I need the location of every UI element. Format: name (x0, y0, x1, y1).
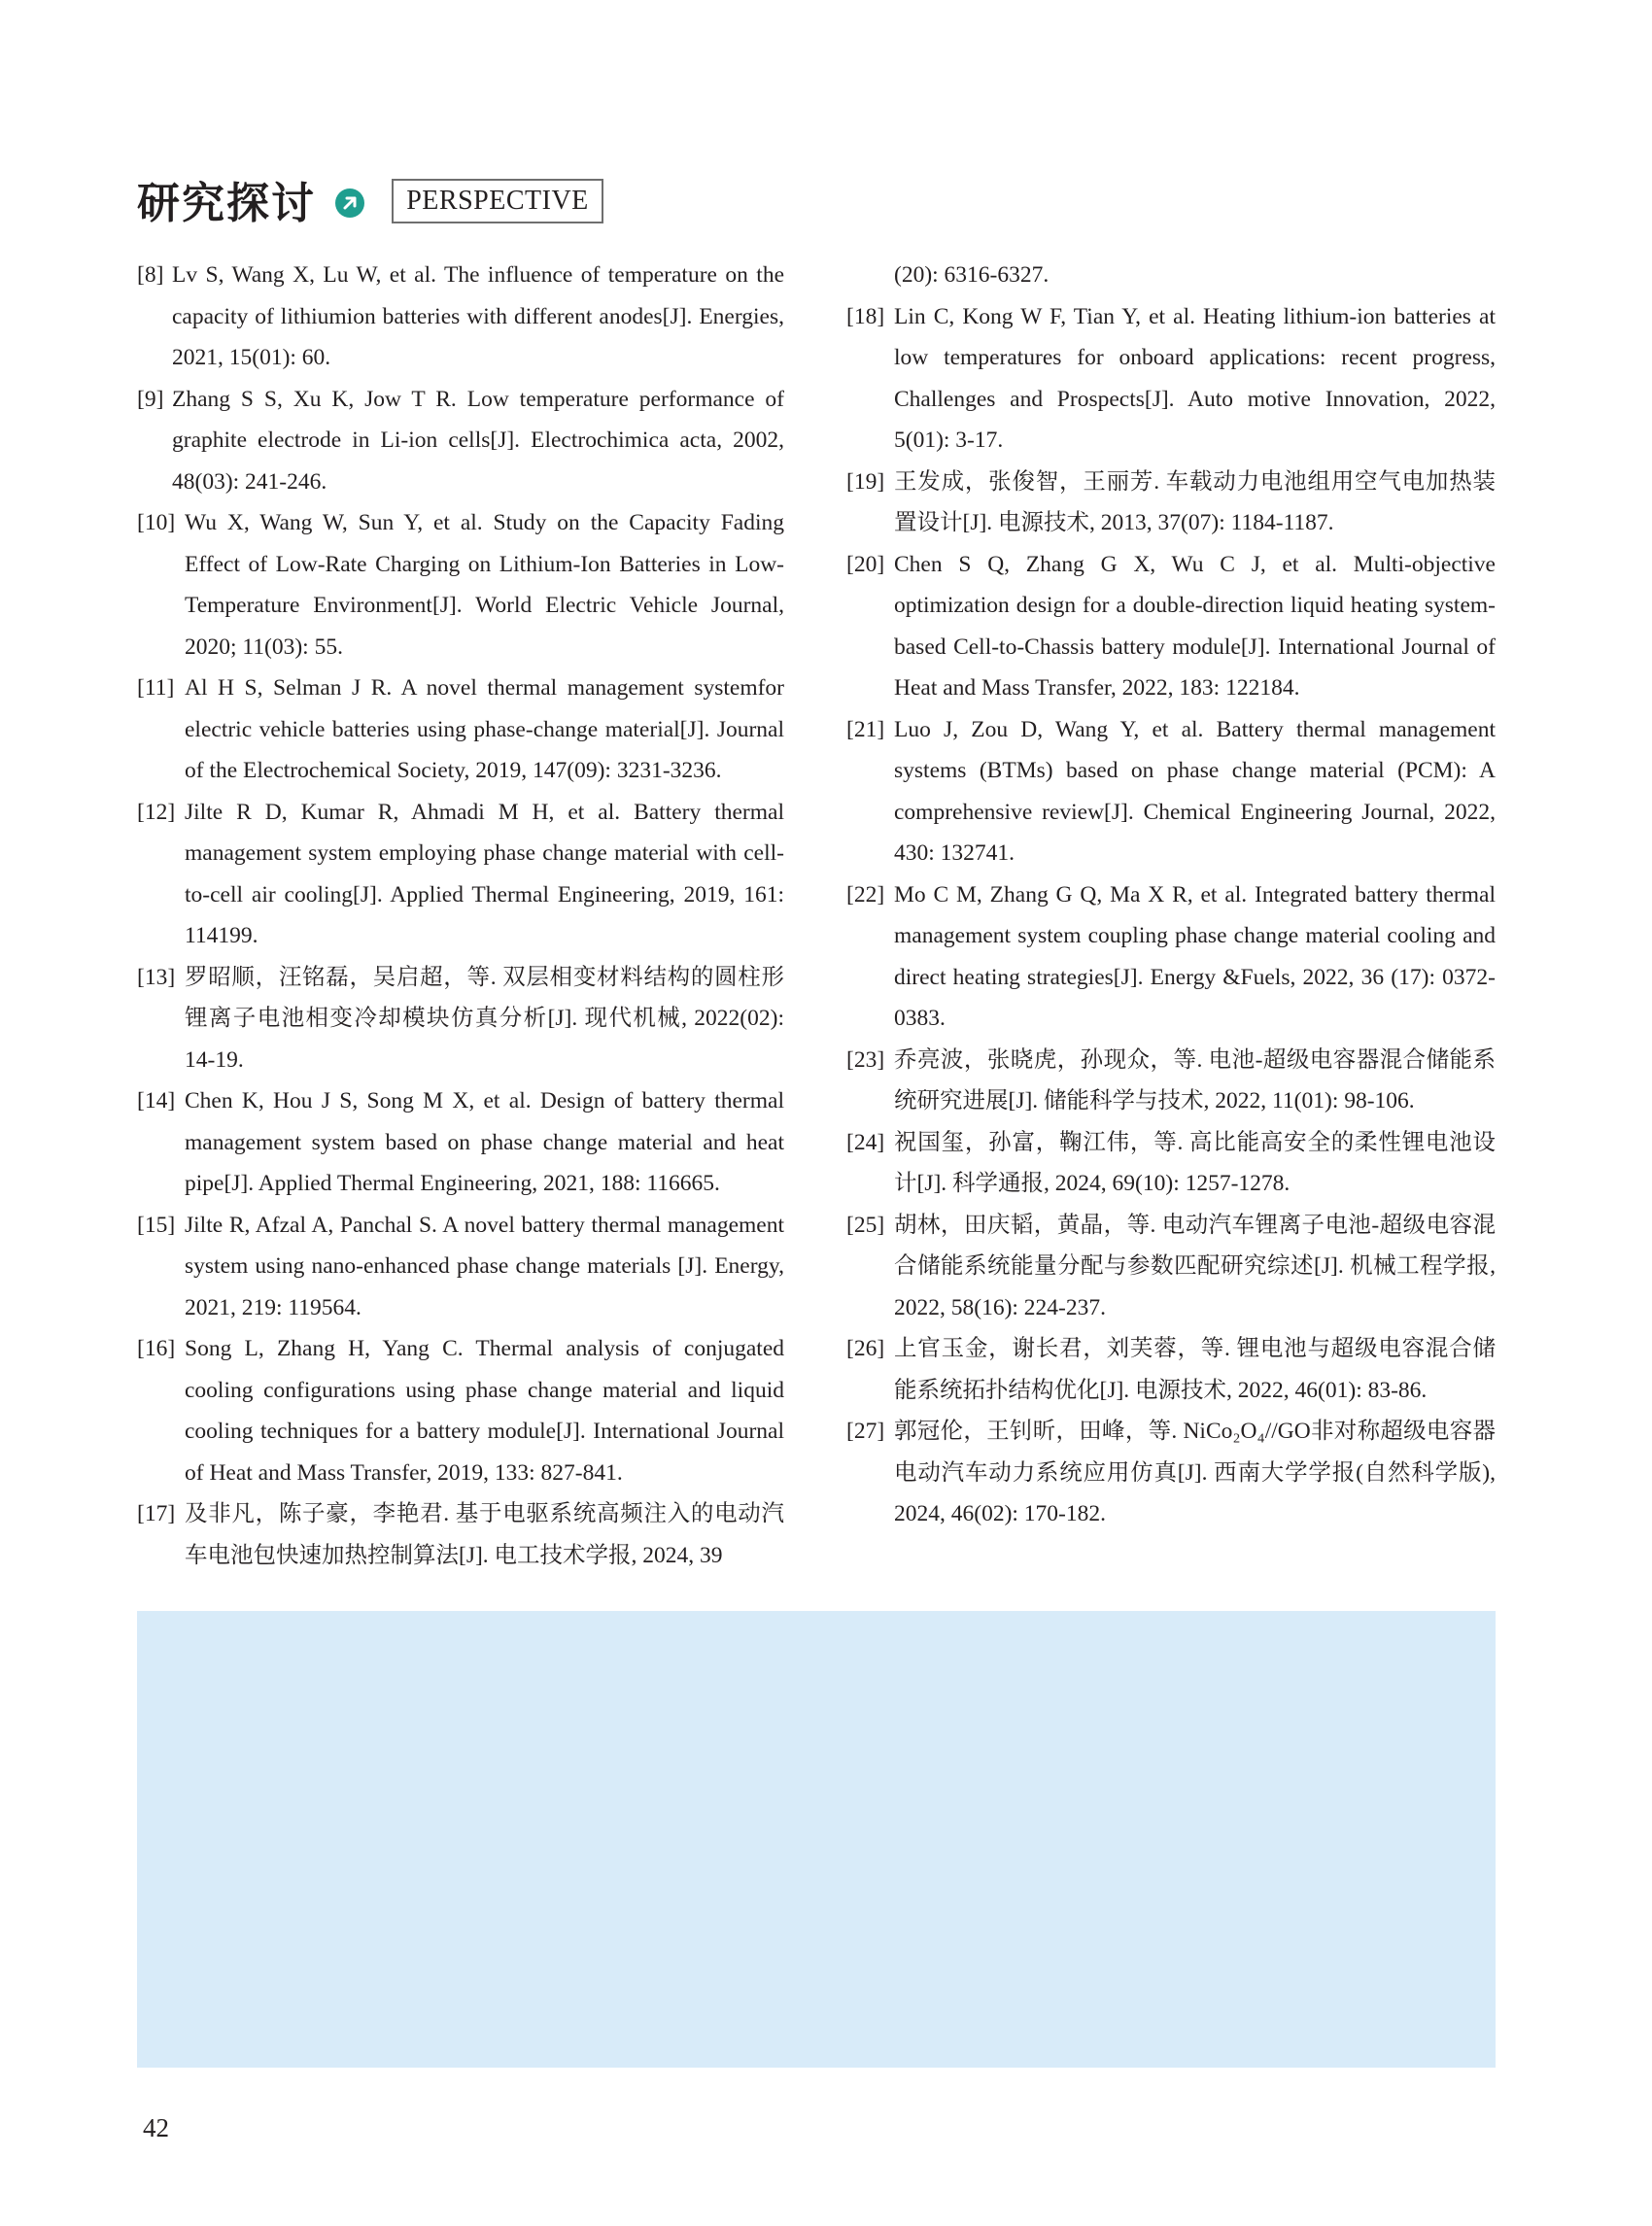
reference-number: [23] (846, 1046, 885, 1073)
reference-item (137, 1080, 784, 1205)
reference-number: [15] (137, 1212, 176, 1238)
page-number: 42 (143, 2113, 169, 2142)
reference-text: 上官玉金，谢长君，刘芙蓉，等. 锂电池与超级电容混合储能系统拓扑结构优化[J]. 电源技术, 2022, 46(01): 83-86. (894, 1336, 1496, 1403)
reference-number: [12] (137, 799, 176, 825)
references-left-column (137, 255, 784, 1576)
reference-text: Al H S, Selman J R. A novel thermal management systemfor electric vehicle batteries using phase-change material[J]. Journal of the Electrochemical Society, 2019, 147(09): 3231-3236. (185, 675, 784, 783)
reference-item (846, 544, 1496, 709)
reference-item (137, 957, 784, 1081)
section-tag: PERSPECTIVE (392, 179, 603, 223)
reference-number: [13] (137, 964, 176, 990)
reference-item (137, 792, 784, 957)
reference-text: Wu X, Wang W, Sun Y, et al. Study on the Capacity Fading Effect of Low-Rate Charging on Lithium-Ion Batteries in Low-Temperature Environment[J]. World Electric Vehicle Journal, 2020; 11(03): 55. (185, 510, 784, 660)
reference-text: Chen S Q, Zhang G X, Wu C J, et al. Multi-objective optimization design for a double-direction liquid heating system-based Cell-to-Chassis battery module[J]. International Journal of Heat and Mass Transfer, 2022, 183: 122184. (894, 551, 1496, 701)
reference-item (137, 1328, 784, 1493)
reference-text: 罗昭顺，汪铭磊，吴启超，等. 双层相变材料结构的圆柱形锂离子电池相变冷却模块仿真分析[J]. 现代机械, 2022(02): 14-19. (185, 964, 784, 1073)
reference-item (137, 255, 784, 379)
reference-number: [18] (846, 303, 885, 329)
reference-number: [25] (846, 1212, 885, 1238)
reference-number: [19] (846, 468, 885, 495)
reference-text: (20): 6316-6327. (894, 262, 1050, 288)
reference-number: [24] (846, 1129, 885, 1155)
reference-number: [22] (846, 881, 885, 908)
reference-number: [27] (846, 1419, 885, 1444)
reference-item (846, 296, 1496, 462)
reference-text: 及非凡，陈子豪，李艳君. 基于电驱系统高频注入的电动汽车电池包快速加热控制算法[J]. 电工技术学报, 2024, 39 (185, 1501, 784, 1568)
reference-text: Song L, Zhang H, Yang C. Thermal analysis of conjugated cooling configurations using phase change material and liquid cooling techniques for a battery module[J]. International Journal of Heat and Mass Transfer, 2019, 133: 827-841. (185, 1336, 784, 1486)
reference-item (846, 1328, 1496, 1411)
reference-item (137, 1493, 784, 1576)
reference-text: Jilte R D, Kumar R, Ahmadi M H, et al. Battery thermal management system employing phase change material with cell-to-cell air cooling[J]. Applied Thermal Engineering, 2019, 161: 114199. (185, 799, 784, 948)
reference-text: Chen K, Hou J S, Song M X, et al. Design of battery thermal management system based on phase change material and heat pipe[J]. Applied Thermal Engineering, 2021, 188: 116665. (185, 1088, 784, 1196)
reference-item (846, 255, 1496, 296)
blank-placeholder-box (137, 1611, 1496, 2068)
reference-text: 胡林，田庆韬，黄晶，等. 电动汽车锂离子电池-超级电容混合储能系统能量分配与参数匹配研究综述[J]. 机械工程学报, 2022, 58(16): 224-237. (894, 1212, 1496, 1320)
reference-item (137, 668, 784, 792)
references-right-column (846, 255, 1496, 1535)
reference-item (137, 502, 784, 668)
reference-item (846, 1411, 1496, 1535)
reference-number: [16] (137, 1336, 176, 1361)
reference-text: Mo C M, Zhang G Q, Ma X R, et al. Integrated battery thermal management system coupling phase change material cooling and direct heating strategies[J]. Energy &Fuels, 2022, 36 (17): 0372-0383. (894, 881, 1496, 1031)
reference-number: [10] (137, 510, 176, 535)
reference-number: [21] (846, 716, 885, 742)
reference-text: 乔亮波，张晓虎，孙现众，等. 电池-超级电容器混合储能系统研究进展[J]. 储能科学与技术, 2022, 11(01): 98-106. (894, 1046, 1496, 1113)
reference-number: [17] (137, 1501, 176, 1526)
reference-number: [8] (137, 262, 164, 288)
reference-item (137, 379, 784, 503)
reference-item (846, 1205, 1496, 1329)
reference-text: Lin C, Kong W F, Tian Y, et al. Heating lithium-ion batteries at low temperatures for onboard applications: recent progress, Challenges and Prospects[J]. Auto motive Innovation, 2022, 5(01): 3-17. (894, 303, 1496, 453)
reference-text: 郭冠伦，王钊昕，田峰，等. NiCo₂O₄//GO非对称超级电容器电动汽车动力系统应用仿真[J]. 西南大学学报(自然科学版), 2024, 46(02): 170-182. (894, 1419, 1496, 1526)
reference-number: [26] (846, 1336, 885, 1361)
reference-item (846, 1040, 1496, 1122)
reference-item (137, 1205, 784, 1329)
reference-text: 王发成，张俊智，王丽芳. 车载动力电池组用空气电加热装置设计[J]. 电源技术, 2013, 37(07): 1184-1187. (894, 468, 1496, 535)
reference-text: Jilte R, Afzal A, Panchal S. A novel battery thermal management system using nano-enhanced phase change materials [J]. Energy, 2021, 219: 119564. (185, 1212, 784, 1320)
reference-item (846, 874, 1496, 1040)
reference-item (846, 709, 1496, 874)
reference-item (846, 462, 1496, 544)
reference-number: [11] (137, 675, 175, 701)
reference-number: [14] (137, 1088, 176, 1113)
reference-text: Luo J, Zou D, Wang Y, et al. Battery thermal management systems (BTMs) based on phase change material (PCM): A comprehensive review[J]. Chemical Engineering Journal, 2022, 430: 132741. (894, 716, 1496, 866)
arrow-up-right-icon (335, 188, 364, 218)
section-title: 研究探讨 (137, 179, 316, 228)
reference-text: Lv S, Wang X, Lu W, et al. The influence of temperature on the capacity of lithiumion batteries with different anodes[J]. Energies, 2021, 15(01): 60. (172, 262, 784, 370)
reference-text: Zhang S S, Xu K, Jow T R. Low temperature performance of graphite electrode in Li-ion cells[J]. Electrochimica acta, 2002, 48(03): 241-246. (172, 386, 784, 495)
reference-number: [20] (846, 551, 885, 577)
reference-number: [9] (137, 386, 164, 412)
reference-item (846, 1122, 1496, 1205)
reference-text: 祝国玺，孙富，鞠江伟，等. 高比能高安全的柔性锂电池设计[J]. 科学通报, 2024, 69(10): 1257-1278. (894, 1129, 1496, 1196)
